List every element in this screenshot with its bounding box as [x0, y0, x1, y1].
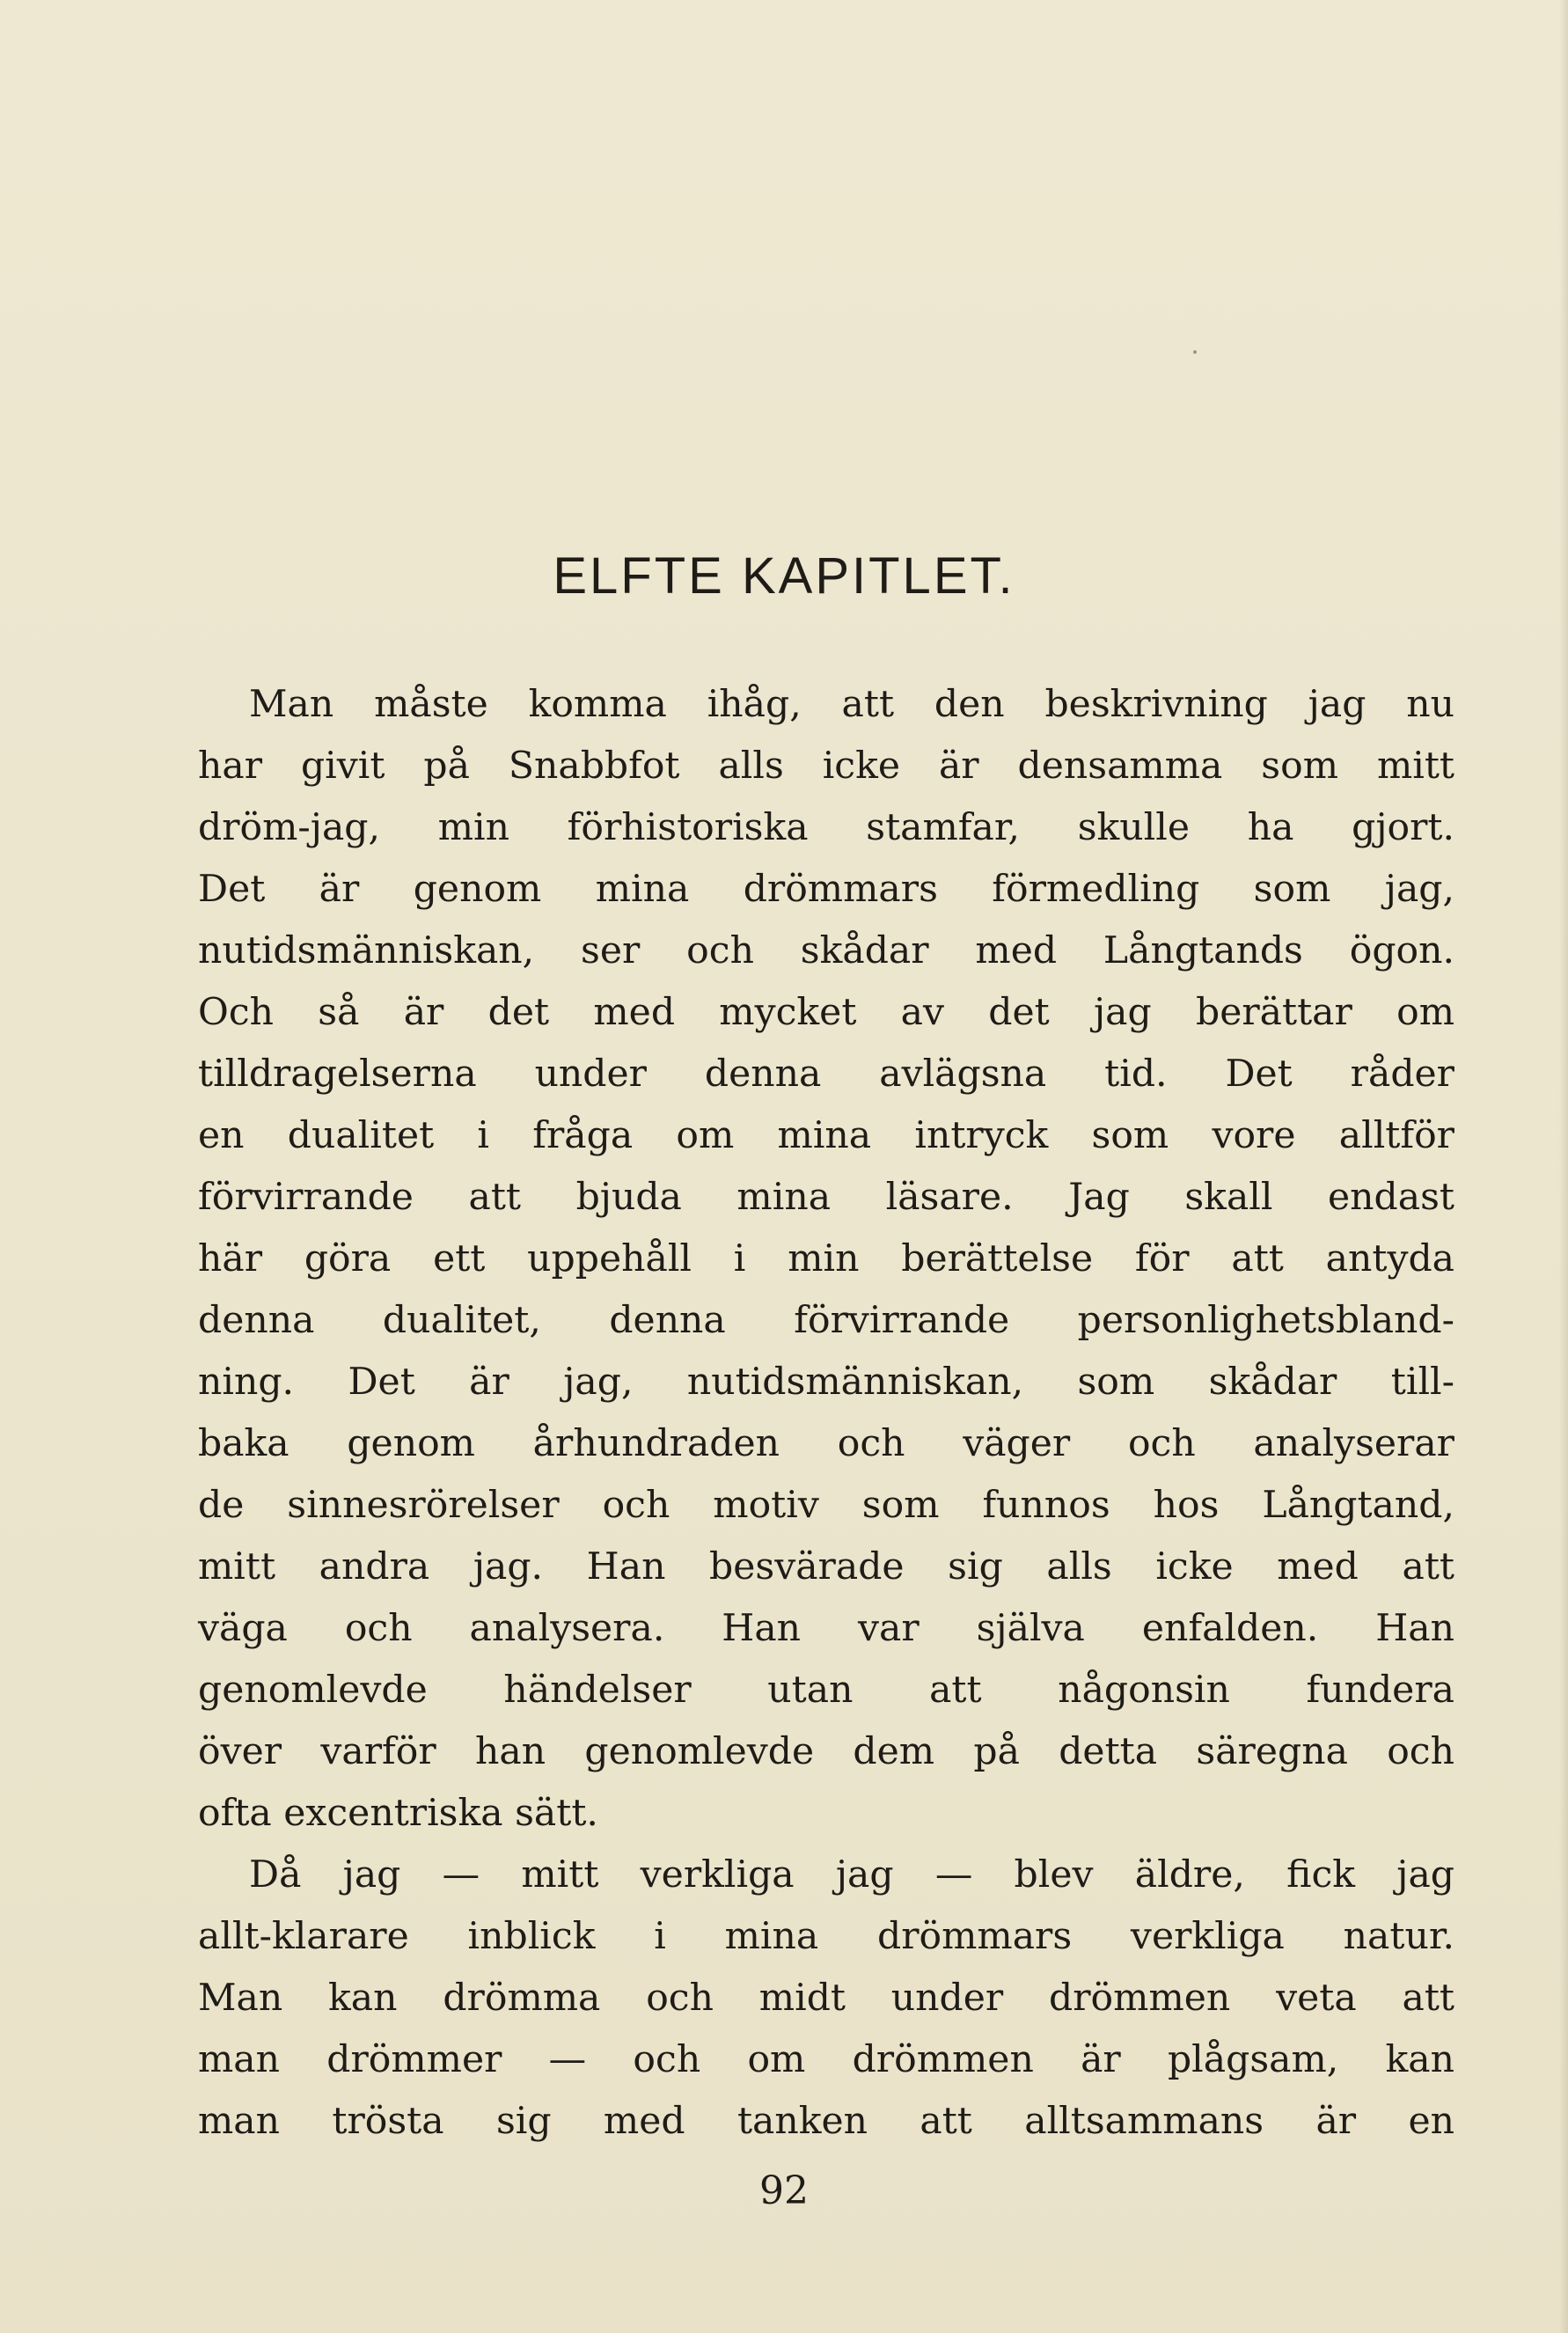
text-line: allt-klarare inblick i mina drömmars verkliga natur.: [198, 1915, 1454, 1958]
text-line: baka genom århundraden och väger och analyserar: [198, 1422, 1454, 1465]
paper-speck: [1193, 350, 1197, 354]
text-line: nutidsmänniskan, ser och skådar med Långtands ögon.: [198, 929, 1454, 972]
text-line: har givit på Snabbfot alls icke är densamma som mitt: [198, 745, 1454, 788]
chapter-title: ELFTE KAPITLET.: [553, 547, 1015, 605]
text-line: Och så är det med mycket av det jag berättar om: [198, 991, 1454, 1034]
text-line: här göra ett uppehåll i min berättelse för att antyda: [198, 1237, 1454, 1280]
page-edge-shadow: [1559, 0, 1568, 2333]
body-text: [198, 674, 1454, 2153]
text-line: genomlevde händelser utan att någonsin fundera: [198, 1669, 1454, 1712]
text-line: Det är genom mina drömmars förmedling som jag,: [198, 868, 1454, 911]
text-line: en dualitet i fråga om mina intryck som vore alltför: [198, 1114, 1454, 1157]
text-line: man drömmer — och om drömmen är plågsam, kan: [198, 2038, 1454, 2081]
text-line: de sinnesrörelser och motiv som funnos hos Långtand,: [198, 1484, 1454, 1527]
text-line: denna dualitet, denna förvirrande personlighetsbland-: [198, 1299, 1454, 1342]
text-line: mitt andra jag. Han besvärade sig alls icke med att: [198, 1545, 1454, 1588]
text-line: förvirrande att bjuda mina läsare. Jag skall endast: [198, 1176, 1454, 1219]
text-line: Då jag — mitt verkliga jag — blev äldre, fick jag: [249, 1853, 1454, 1896]
text-line: ofta excentriska sätt.: [198, 1792, 598, 1835]
text-line: Man kan drömma och midt under drömmen veta att: [198, 1977, 1454, 2020]
text-line: tilldragelserna under denna avlägsna tid. Det råder: [198, 1053, 1454, 1096]
text-line: dröm-jag, min förhistoriska stamfar, skulle ha gjort.: [198, 806, 1454, 849]
text-line: väga och analysera. Han var själva enfalden. Han: [198, 1607, 1454, 1650]
text-line: över varför han genomlevde dem på detta säregna och: [198, 1730, 1454, 1773]
text-line: man trösta sig med tanken att alltsammans är en: [198, 2100, 1454, 2143]
text-line: Man måste komma ihåg, att den beskrivning jag nu: [249, 683, 1454, 726]
page-number: 92: [759, 2168, 809, 2213]
text-line: ning. Det är jag, nutidsmänniskan, som skådar till-: [198, 1361, 1454, 1404]
